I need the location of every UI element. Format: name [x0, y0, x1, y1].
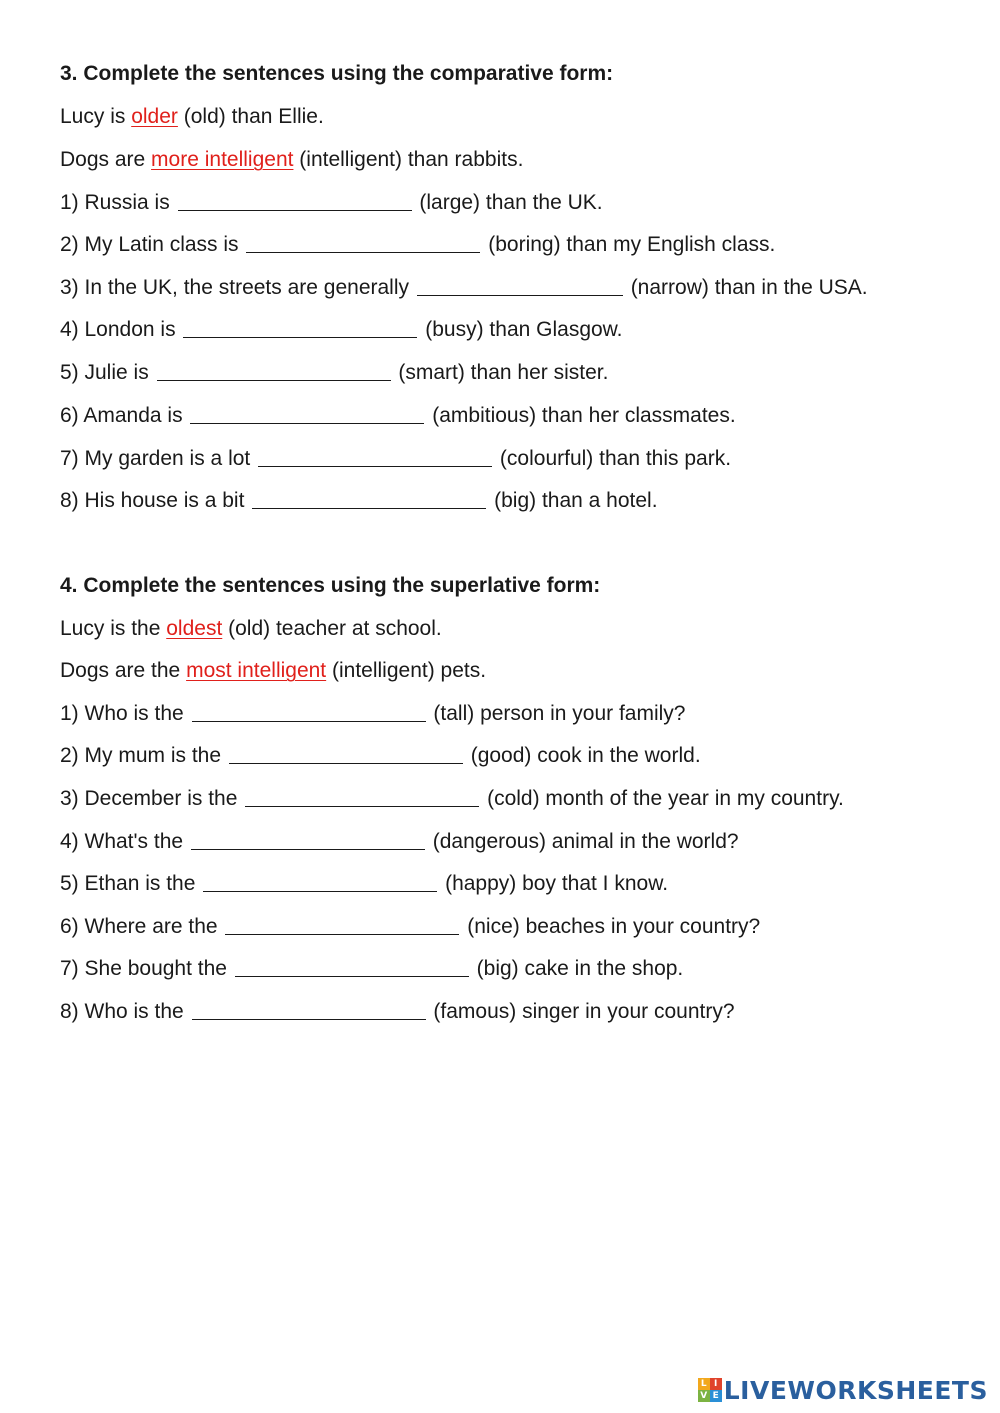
exercise-item [60, 190, 603, 216]
logo-letter: E [710, 1390, 722, 1402]
sentence-text: 5) Julie is [60, 361, 155, 384]
answer-blank[interactable] [157, 362, 391, 381]
example-answer: more intelligent [151, 148, 294, 171]
answer-blank[interactable] [190, 405, 424, 424]
sentence-text: 8) Who is the [60, 1000, 190, 1023]
logo-letter: V [698, 1390, 710, 1402]
answer-blank[interactable] [229, 745, 463, 764]
sentence-text: (famous) singer in your country? [427, 1000, 735, 1023]
answer-blank[interactable] [258, 448, 492, 467]
section-3-heading: 3. Complete the sentences using the comparative form: [60, 62, 614, 85]
section-4-heading: 4. Complete the sentences using the superlative form: [60, 574, 601, 597]
sentence-text: (colourful) than this park. [494, 447, 732, 470]
sentence-text: 4) What's the [60, 830, 189, 853]
sentence-text: 6) Where are the [60, 915, 224, 938]
exercise-item [60, 403, 736, 429]
answer-blank[interactable] [246, 234, 480, 253]
liveworksheets-brand [698, 1375, 988, 1405]
exercise-item [60, 360, 608, 386]
example-sentence [60, 616, 442, 642]
sentence-text: 7) My garden is a lot [60, 447, 257, 470]
sentence-text: Lucy is the [60, 617, 167, 640]
sentence-text: (nice) beaches in your country? [461, 915, 761, 938]
sentence-text: (good) cook in the world. [464, 744, 701, 767]
sentence-text: Lucy is [60, 105, 132, 128]
sentence-text: 5) Ethan is the [60, 872, 202, 895]
example-sentence [60, 147, 523, 173]
sentence-text: (old) teacher at school. [222, 617, 442, 640]
sentence-text: 1) Who is the [60, 702, 190, 725]
sentence-text: (dangerous) animal in the world? [426, 830, 739, 853]
answer-blank[interactable] [183, 319, 417, 338]
sentence-text: 4) London is [60, 318, 182, 341]
example-answer: older [131, 105, 178, 128]
sentence-text: 6) Amanda is [60, 404, 189, 427]
exercise-item [60, 317, 623, 343]
exercise-item [60, 446, 731, 472]
sentence-text: (big) cake in the shop. [470, 957, 684, 980]
sentence-text: 3) December is the [60, 787, 244, 810]
sentence-text: (happy) boy that I know. [439, 872, 669, 895]
sentence-text: Dogs are the [60, 659, 187, 682]
example-sentence [60, 104, 324, 130]
example-answer: most intelligent [186, 659, 327, 682]
sentence-text: (narrow) than in the USA. [624, 276, 868, 299]
sentence-text: (intelligent) than rabbits. [293, 148, 524, 171]
answer-blank[interactable] [417, 277, 623, 296]
sentence-text: (ambitious) than her classmates. [426, 404, 736, 427]
exercise-item [60, 701, 686, 727]
logo-letter: L [698, 1378, 710, 1390]
sentence-text: (boring) than my English class. [482, 233, 776, 256]
answer-blank[interactable] [225, 916, 459, 935]
example-answer: oldest [166, 617, 223, 640]
brand-name: LIVEWORKSHEETS [723, 1375, 988, 1405]
answer-blank[interactable] [178, 192, 412, 211]
sentence-text: (smart) than her sister. [392, 361, 609, 384]
answer-blank[interactable] [245, 788, 479, 807]
exercise-item [60, 488, 658, 514]
exercise-item [60, 786, 844, 812]
answer-blank[interactable] [235, 958, 469, 977]
sentence-text: 8) His house is a bit [60, 489, 251, 512]
answer-blank[interactable] [252, 490, 486, 509]
sentence-text: 1) Russia is [60, 191, 176, 214]
exercise-item [60, 999, 735, 1025]
exercise-item [60, 956, 683, 982]
example-sentence [60, 658, 486, 684]
sentence-text: 2) My mum is the [60, 744, 227, 767]
sentence-text: 7) She bought the [60, 957, 233, 980]
answer-blank[interactable] [192, 1001, 426, 1020]
exercise-item [60, 914, 760, 940]
exercise-item [60, 743, 701, 769]
exercise-item [60, 871, 668, 897]
sentence-text: 3) In the UK, the streets are generally [60, 276, 415, 299]
exercise-item [60, 232, 775, 258]
sentence-text: (big) than a hotel. [488, 489, 658, 512]
sentence-text: (intelligent) pets. [326, 659, 487, 682]
logo-letter: I [710, 1378, 722, 1390]
sentence-text: 2) My Latin class is [60, 233, 245, 256]
sentence-text: (large) than the UK. [413, 191, 603, 214]
sentence-text: (old) than Ellie. [177, 105, 324, 128]
answer-blank[interactable] [192, 703, 426, 722]
answer-blank[interactable] [203, 873, 437, 892]
answer-blank[interactable] [191, 831, 425, 850]
exercise-item [60, 829, 739, 855]
sentence-text: (busy) than Glasgow. [419, 318, 623, 341]
sentence-text: (cold) month of the year in my country. [481, 787, 844, 810]
sentence-text: (tall) person in your family? [427, 702, 686, 725]
exercise-item [60, 275, 868, 301]
sentence-text: Dogs are [60, 148, 152, 171]
liveworksheets-logo-icon [698, 1378, 722, 1402]
